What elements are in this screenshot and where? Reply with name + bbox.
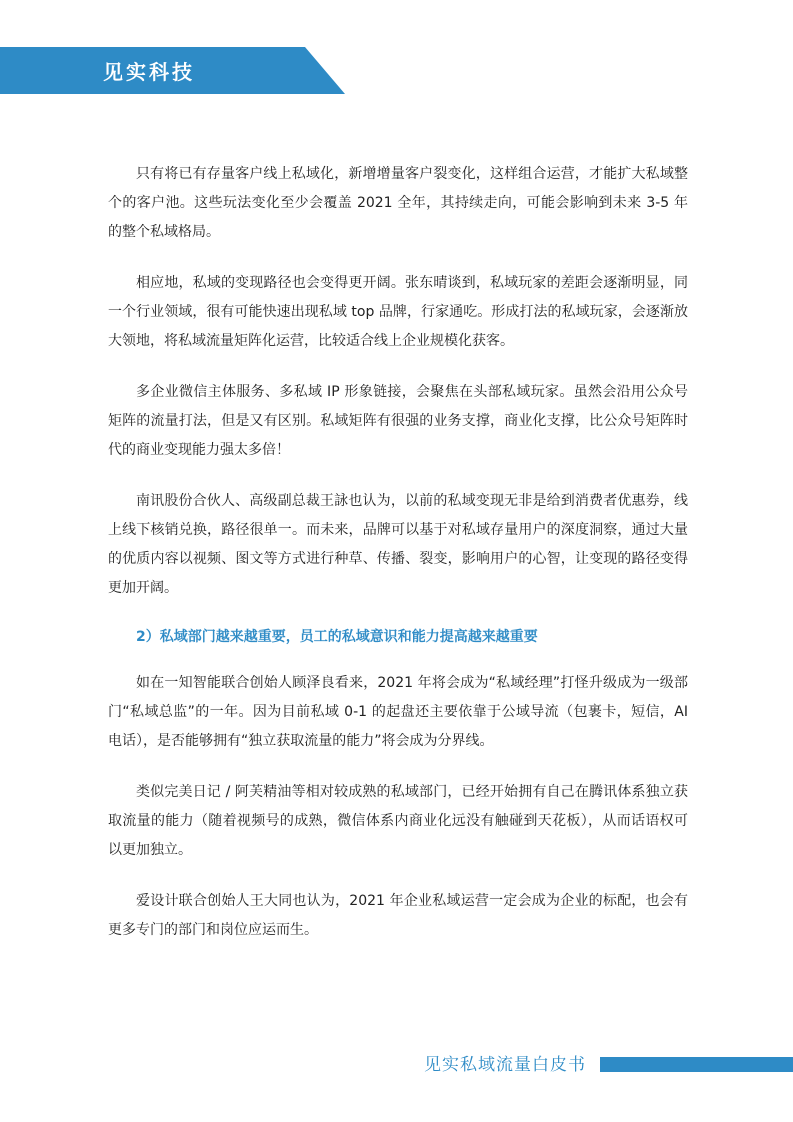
header-title: 见实科技	[103, 60, 195, 84]
footer-title: 见实私域流量白皮书	[424, 1055, 586, 1075]
article-body	[108, 160, 688, 967]
paragraph: 南讯股份合伙人、高级副总裁王詠也认为，以前的私域变现无非是给到消费者优惠券，线上线下核销兑换，路径很单一。而未来，品牌可以基于对私域存量用户的深度洞察，通过大量的优质内容以视频、图文等方式进行种草、传播、裂变，影响用户的心智，让变现的路径变得更加开阔。	[108, 493, 688, 596]
paragraph: 只有将已有存量客户线上私域化，新增增量客户裂变化，这样组合运营，才能扩大私域整个的客户池。这些玩法变化至少会覆盖 2021 全年，其持续走向，可能会影响到未来 3-5 年的整个私域格局。	[108, 166, 688, 240]
footer-bar	[600, 1057, 793, 1072]
paragraph: 爱设计联合创始人王大同也认为，2021 年企业私域运营一定会成为企业的标配，也会有更多专门的部门和岗位应运而生。	[108, 893, 688, 938]
paragraph: 如在一知智能联合创始人顾泽良看来，2021 年将会成为“私域经理”打怪升级成为一级部门“私域总监”的一年。因为目前私域 0-1 的起盘还主要依靠于公域导流（包裹卡，短信，AI 电话），是否能够拥有“独立获取流量的能力”将会成为分界线。	[108, 675, 688, 749]
paragraph: 多企业微信主体服务、多私域 IP 形象链接，会聚焦在头部私域玩家。虽然会沿用公众号矩阵的流量打法，但是又有区别。私域矩阵有很强的业务支撑，商业化支撑，比公众号矩阵时代的商业变现能力强太多倍！	[108, 384, 688, 458]
section-subheading: 2）私域部门越来越重要，员工的私域意识和能力提高越来越重要	[136, 629, 538, 645]
paragraph: 相应地，私域的变现路径也会变得更开阔。张东晴谈到，私域玩家的差距会逐渐明显，同一个行业领域，很有可能快速出现私域 top 品牌，行家通吃。形成打法的私域玩家，会逐渐放大领地，将私域流量矩阵化运营，比较适合线上企业规模化获客。	[108, 275, 688, 349]
paragraph: 类似完美日记 / 阿芙精油等相对较成熟的私域部门，已经开始拥有自己在腾讯体系独立获取流量的能力（随着视频号的成熟，微信体系内商业化远没有触碰到天花板），从而话语权可以更加独立。	[108, 784, 688, 858]
